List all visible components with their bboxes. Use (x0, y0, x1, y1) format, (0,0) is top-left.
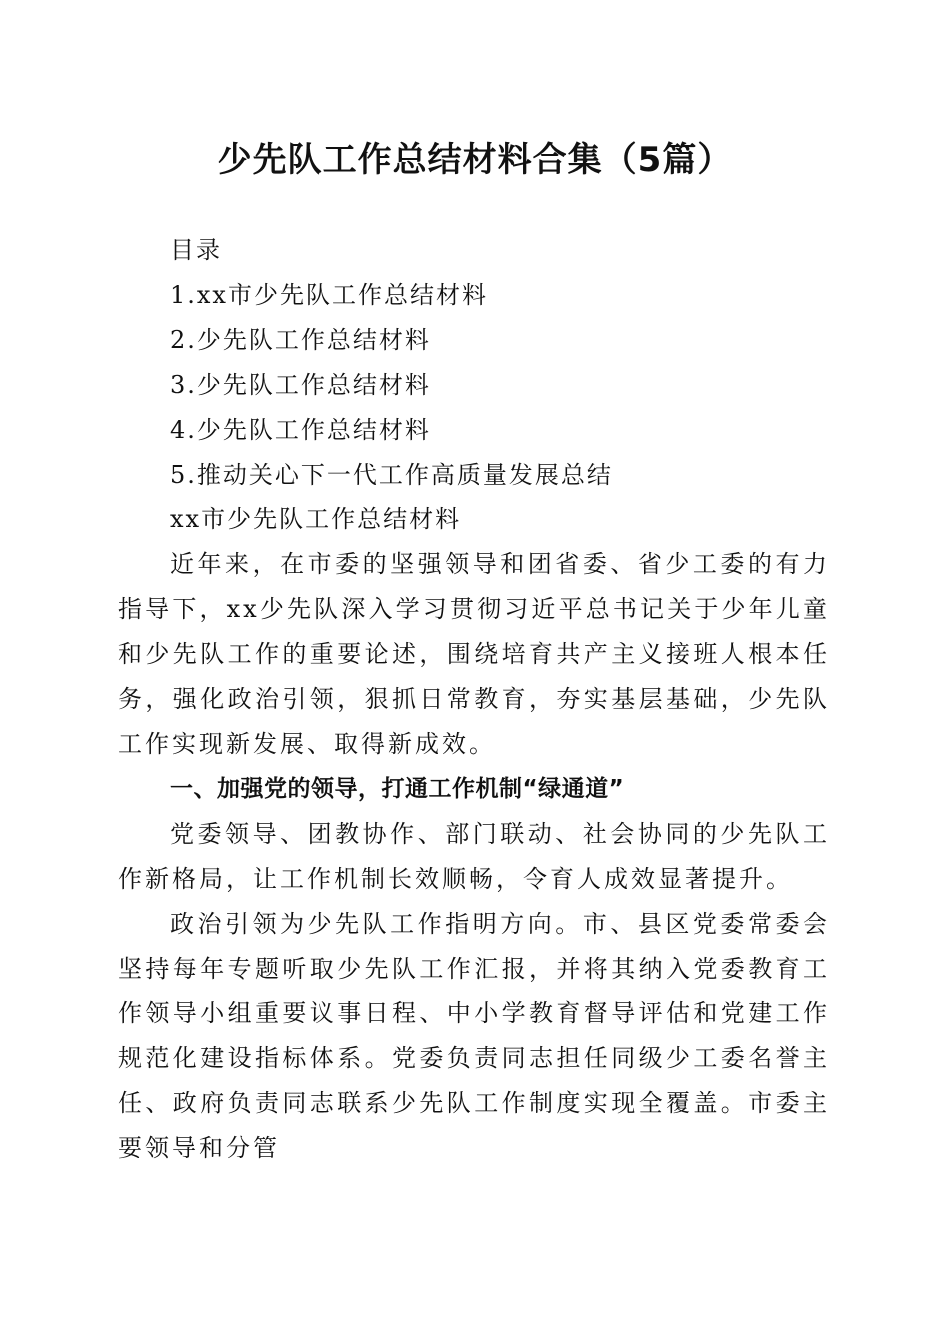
toc-item-1: 1.xx市少先队工作总结材料 (170, 280, 488, 309)
toc-item-2: 2.少先队工作总结材料 (170, 325, 431, 354)
toc-heading: 目录 (170, 236, 222, 264)
toc-item-4: 4.少先队工作总结材料 (170, 415, 431, 444)
document-title: 少先队工作总结材料合集（5篇） (217, 140, 733, 180)
intro-paragraph: 近年来，在市委的坚强领导和团省委、省少工委的有力指导下，xx少先队深入学习贯彻习近平总书记关于少年儿童和少先队工作的重要论述，围绕培育共产主义接班人根本任务，强化政治引领，狠抓日常教育，夯实基层基础，少先队工作实现新发展、取得新成效。 (118, 550, 830, 758)
article-title: xx市少先队工作总结材料 (170, 505, 462, 534)
section-1-paragraph-2: 政治引领为少先队工作指明方向。市、县区党委常委会坚持每年专题听取少先队工作汇报，并将其纳入党委教育工作领导小组重要议事日程、中小学教育督导评估和党建工作规范化建设指标体系。党委负责同志担任同级少工委名誉主任、政府负责同志联系少先队工作制度实现全覆盖。市委主要领导和分管 (118, 909, 830, 1163)
section-heading-1: 一、加强党的领导，打通工作机制“绿通道” (170, 775, 625, 802)
section-1-paragraph-1: 党委领导、团教协作、部门联动、社会协同的少先队工作新格局，让工作机制长效顺畅，令育人成效显著提升。 (118, 819, 830, 893)
table-of-contents (118, 228, 830, 497)
toc-item-3: 3.少先队工作总结材料 (170, 370, 431, 399)
document-body (118, 228, 830, 1171)
toc-item-5: 5.推动关心下一代工作高质量发展总结 (170, 460, 613, 489)
